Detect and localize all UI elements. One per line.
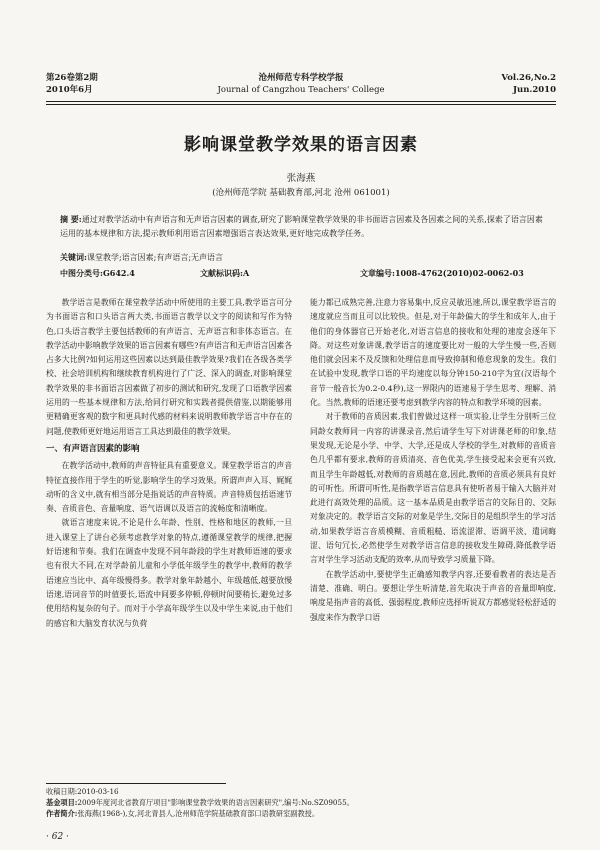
abstract-label: 摘 要: bbox=[60, 214, 82, 224]
header-volume: 第26卷第2期 2010年6月 bbox=[46, 73, 98, 95]
footnote-rule bbox=[46, 783, 226, 784]
running-header bbox=[46, 72, 556, 100]
footnote-author: 作者简介:张海燕(1968-),女,河北青县人,沧州师范学院基础教育部口语教研室副教授。 bbox=[46, 809, 320, 818]
body-column-right bbox=[310, 296, 556, 625]
paragraph: 就语言速度来说,不论是什么年龄、性别、性格和地区的教师,一旦进入课堂上了讲台必须考虑教学对象的特点,遵循课堂教学的规律,把握好语速和节奏。我们在调查中发现不同年龄段的学生对教师语速的要求也有很大不同,在对学龄前儿童和小学低年级学生的教学中,教师的教学语速应当比中、高年级慢得多。教学对象年龄越小、年级越低,越要放慢语速,语词音节的时值要长,语流中间要多停顿,停顿时间要稍长,避免过多使用结构复杂的句子。而对于小学高年级学生以及中学生来说,由于他们的感官和大脑发育状况与负荷 bbox=[46, 518, 292, 628]
article-title: 影响课堂教学效果的语言因素 bbox=[184, 135, 418, 155]
article-number: 文章编号:1008-4762(2010)02-0062-03 bbox=[360, 268, 524, 278]
author-name: 张海燕 bbox=[286, 173, 316, 184]
paragraph: 能力都已成熟完善,注意力容易集中,反应灵敏迅速,所以,课堂教学语言的速度就应当而且可以比较快。但是,对于年龄偏大的学生和成年人,由于他们的身体器官已开始老化,对语言信息的接收和处理的速度会逐年下降。对这些对象讲课,教学语言的速度要比对一般的大学生慢一些,否则他们就会因来不及反馈和处理信息而导致抑制和倦怠现象的发生。我们在试验中发现,教学口语的平均速度以每分钟150-210字为宜(汉语每个音节一般音长为0.2-0.4秒),这一界限内的语速易于学生思考、理解、消化。当然,教师的语速还要考虑到教学内容的特点和教学环境的因素。 bbox=[310, 298, 556, 408]
header-rule-thin bbox=[46, 104, 556, 105]
author-affiliation: (沧州师范学院 基础教育部,河北 沧州 061001) bbox=[212, 188, 390, 198]
journal-page bbox=[46, 0, 556, 850]
body-column-left bbox=[46, 296, 292, 631]
keywords-label: 关键词: bbox=[60, 252, 87, 262]
paragraph: 对于教师的音质因素,我们曾做过这样一项实验,让学生分别听三位同龄女教师同一内容的讲课录音,然后请学生写下对讲课老师的印象,结果发现,无论是小学、中学、大学,还是成人学校的学生,对教师的音质音色几乎都有要求,教师的音质清亮、音色优美,学生接受起来会更有兴致,而且学生年龄越低,对教师的音质越在意,因此,教师的音质必须具有良好的可听性。所谓可听性,是指教学语言信息具有使听者易于输入大脑并对此进行高效处理的品质。这一基本品质是由教学语言的交际目的、交际对象决定的。教学语言交际的对象是学生,交际目的是组织学生的学习活动,如果教学语言音质模糊、音质粗糙、语流涩滞、语调平淡、遣词晦涩、语句冗长,必然使学生对教学语言信息的接收发生障碍,降低教学语言对学生学习活动支配的效率,从而导致学习质量下降。 bbox=[310, 412, 556, 565]
footnote-fund: 基金项目:2009年度河北省教育厅项目"影响课堂教学效果的语言因素研究",编号:No.SZ09055。 bbox=[46, 798, 354, 807]
section-heading: 一、有声语言因素的影响 bbox=[46, 443, 140, 454]
paragraph: 在教学活动中,教师的声音特征具有重要意义。课堂教学语言的声音特征直接作用于学生的听觉,影响学生的学习效果。所谓声声入耳、娓娓动听的含义中,就有相当部分是指说话的声音特质。声音特质包括语速节奏、音质音色、音量响度、语气语调以及语言的流畅度和清晰度。 bbox=[46, 461, 292, 514]
abstract-text: 通过对教学活动中有声语言和无声语言因素的调查,研究了影响课堂教学效果的非书面语言因素及各因素之间的关系,探索了语言因素运用的基本规律和方法,提示教师利用语言因素增强语言表达效果,更好地完成教学任务。 bbox=[60, 215, 543, 238]
page-number: · 62 · bbox=[46, 832, 69, 842]
keywords bbox=[60, 252, 550, 263]
header-rule-thick bbox=[46, 101, 556, 102]
document-code: 文献标识码:A bbox=[200, 268, 250, 278]
paragraph: 教学语言是教师在课堂教学活动中所使用的主要工具,教学语言可分为书面语言和口头语言两大类,书面语言教学以文字的阅读和写作为特色,口头语言教学主要包括教师的有声语言、无声语言和非体态语言。在教学活动中影响教学效果的语言因素有哪些?有声语言和无声语言因素各占多大比例?如何运用这些因素以达到最佳教学效果?我们在各级各类学校、社会培训机构和继续教育机构进行了广泛、深入的调查,对影响课堂教学效果的非书面语言因素做了初步的测试和研究,发现了口语教学因素运用的一些基本规律和方法,给同行研究和实践者提供借鉴,以期能够用更精确更客观的数字和更具时代感的材料来说明教师教学语言中存在的问题,使教师更好地运用语言工具达到最佳的教学效果。 bbox=[46, 298, 292, 436]
header-volume-en: Vol.26,No.2 Jun.2010 bbox=[501, 73, 556, 95]
footnote-received: 收稿日期:2010-03-16 bbox=[46, 787, 119, 796]
abstract bbox=[60, 212, 550, 241]
keywords-text: 课堂教学;语言因素;有声语言;无声语言 bbox=[86, 253, 224, 262]
paragraph: 在教学活动中,要使学生正确感知教学内容,还要看教者的表达是否清楚、准确、明白。要想让学生听清楚,首先取决于声音的音量即响度,响度是指声音的高低、强弱程度,教师应选择听说双方都感觉轻松舒适的强度来作为教学口语 bbox=[310, 569, 556, 622]
clc-number: 中图分类号:G642.4 bbox=[60, 268, 135, 278]
header-journal-name: 沧州师范专科学校学报 Journal of Cangzhou Teachers' College bbox=[217, 73, 385, 95]
